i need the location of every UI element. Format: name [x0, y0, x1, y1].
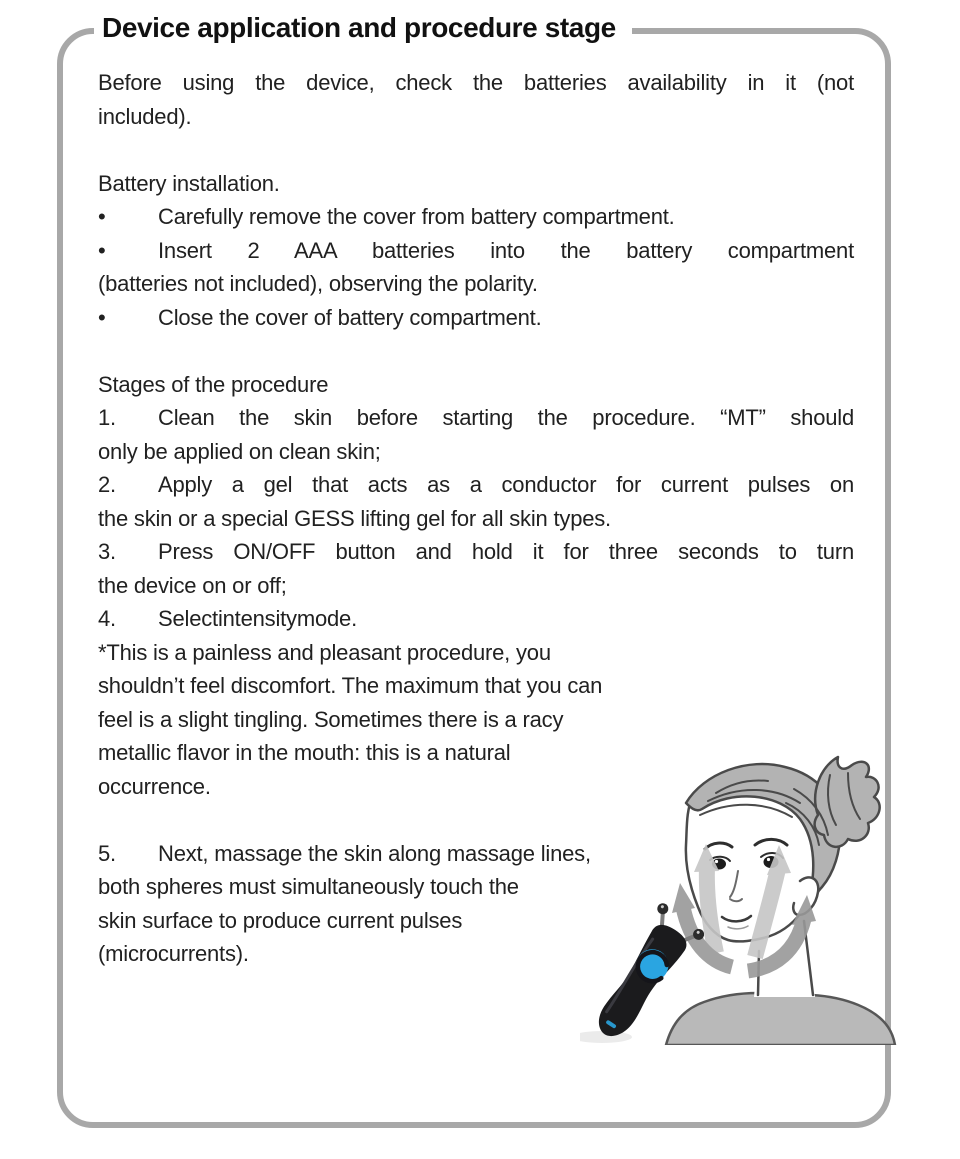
page-title-text: Device application and procedure stage — [102, 12, 616, 43]
text-line: Press ON/OFF button and hold it for three seconds to turn — [158, 539, 854, 564]
text-line: Selectintensitymode. — [158, 606, 357, 631]
item-number: 3. — [98, 539, 116, 564]
text-line: Before using the device, check the batteries availability in it (not — [98, 70, 854, 95]
text-line: skin surface to produce current pulses — [98, 907, 463, 933]
text-line: Close the cover of battery compartment. — [158, 304, 542, 330]
text-line: feel is a slight tingling. Sometimes there is a racy — [98, 706, 564, 732]
text-line: Apply a gel that acts as a conductor for current pulses on — [158, 472, 854, 497]
stage-item-3 — [98, 535, 854, 602]
battery-heading: Battery installation. — [98, 170, 280, 196]
text-line: metallic flavor in the mouth: this is a natural — [98, 740, 511, 765]
bullet-icon: • — [98, 204, 106, 229]
text-line: (microcurrents). — [98, 941, 249, 966]
note-paragraph — [98, 636, 854, 804]
text-line: the skin or a special GESS lifting gel for all skin types. — [98, 505, 611, 531]
stage-item-4 — [98, 602, 854, 636]
stage-item-2 — [98, 468, 854, 535]
battery-bullet-2 — [98, 234, 854, 301]
stage-item-5 — [98, 837, 854, 971]
stage-item-1 — [98, 401, 854, 468]
shoulders-drawing — [666, 993, 895, 1045]
text-line: Carefully remove the cover from battery compartment. — [158, 204, 675, 229]
battery-bullet-1 — [98, 200, 854, 234]
text-line: both spheres must simultaneously touch the — [98, 874, 519, 899]
text-line: shouldn’t feel discomfort. The maximum that you can — [98, 673, 603, 698]
item-number: 1. — [98, 405, 116, 430]
text-line: only be applied on clean skin; — [98, 438, 381, 464]
battery-bullet-3 — [98, 301, 854, 335]
stages-heading: Stages of the procedure — [98, 371, 329, 397]
text-line: Next, massage the skin along massage lines, — [158, 840, 591, 866]
bullet-icon: • — [98, 304, 106, 330]
item-number: 2. — [98, 472, 116, 497]
text-line: the device on or off; — [98, 572, 287, 598]
text-line: included). — [98, 103, 192, 129]
text-line: Clean the skin before starting the procedure. “MT” should — [158, 405, 854, 430]
item-number: 5. — [98, 840, 116, 866]
text-line: occurrence. — [98, 773, 211, 799]
intro-paragraph — [98, 66, 854, 133]
body-text — [98, 66, 854, 971]
text-line: Insert 2 AAA batteries into the battery compartment — [158, 237, 854, 263]
bullet-icon: • — [98, 237, 106, 263]
page-title — [94, 5, 632, 51]
text-line: *This is a painless and pleasant procedure, you — [98, 639, 551, 665]
item-number: 4. — [98, 606, 116, 631]
text-line: (batteries not included), observing the polarity. — [98, 271, 538, 296]
